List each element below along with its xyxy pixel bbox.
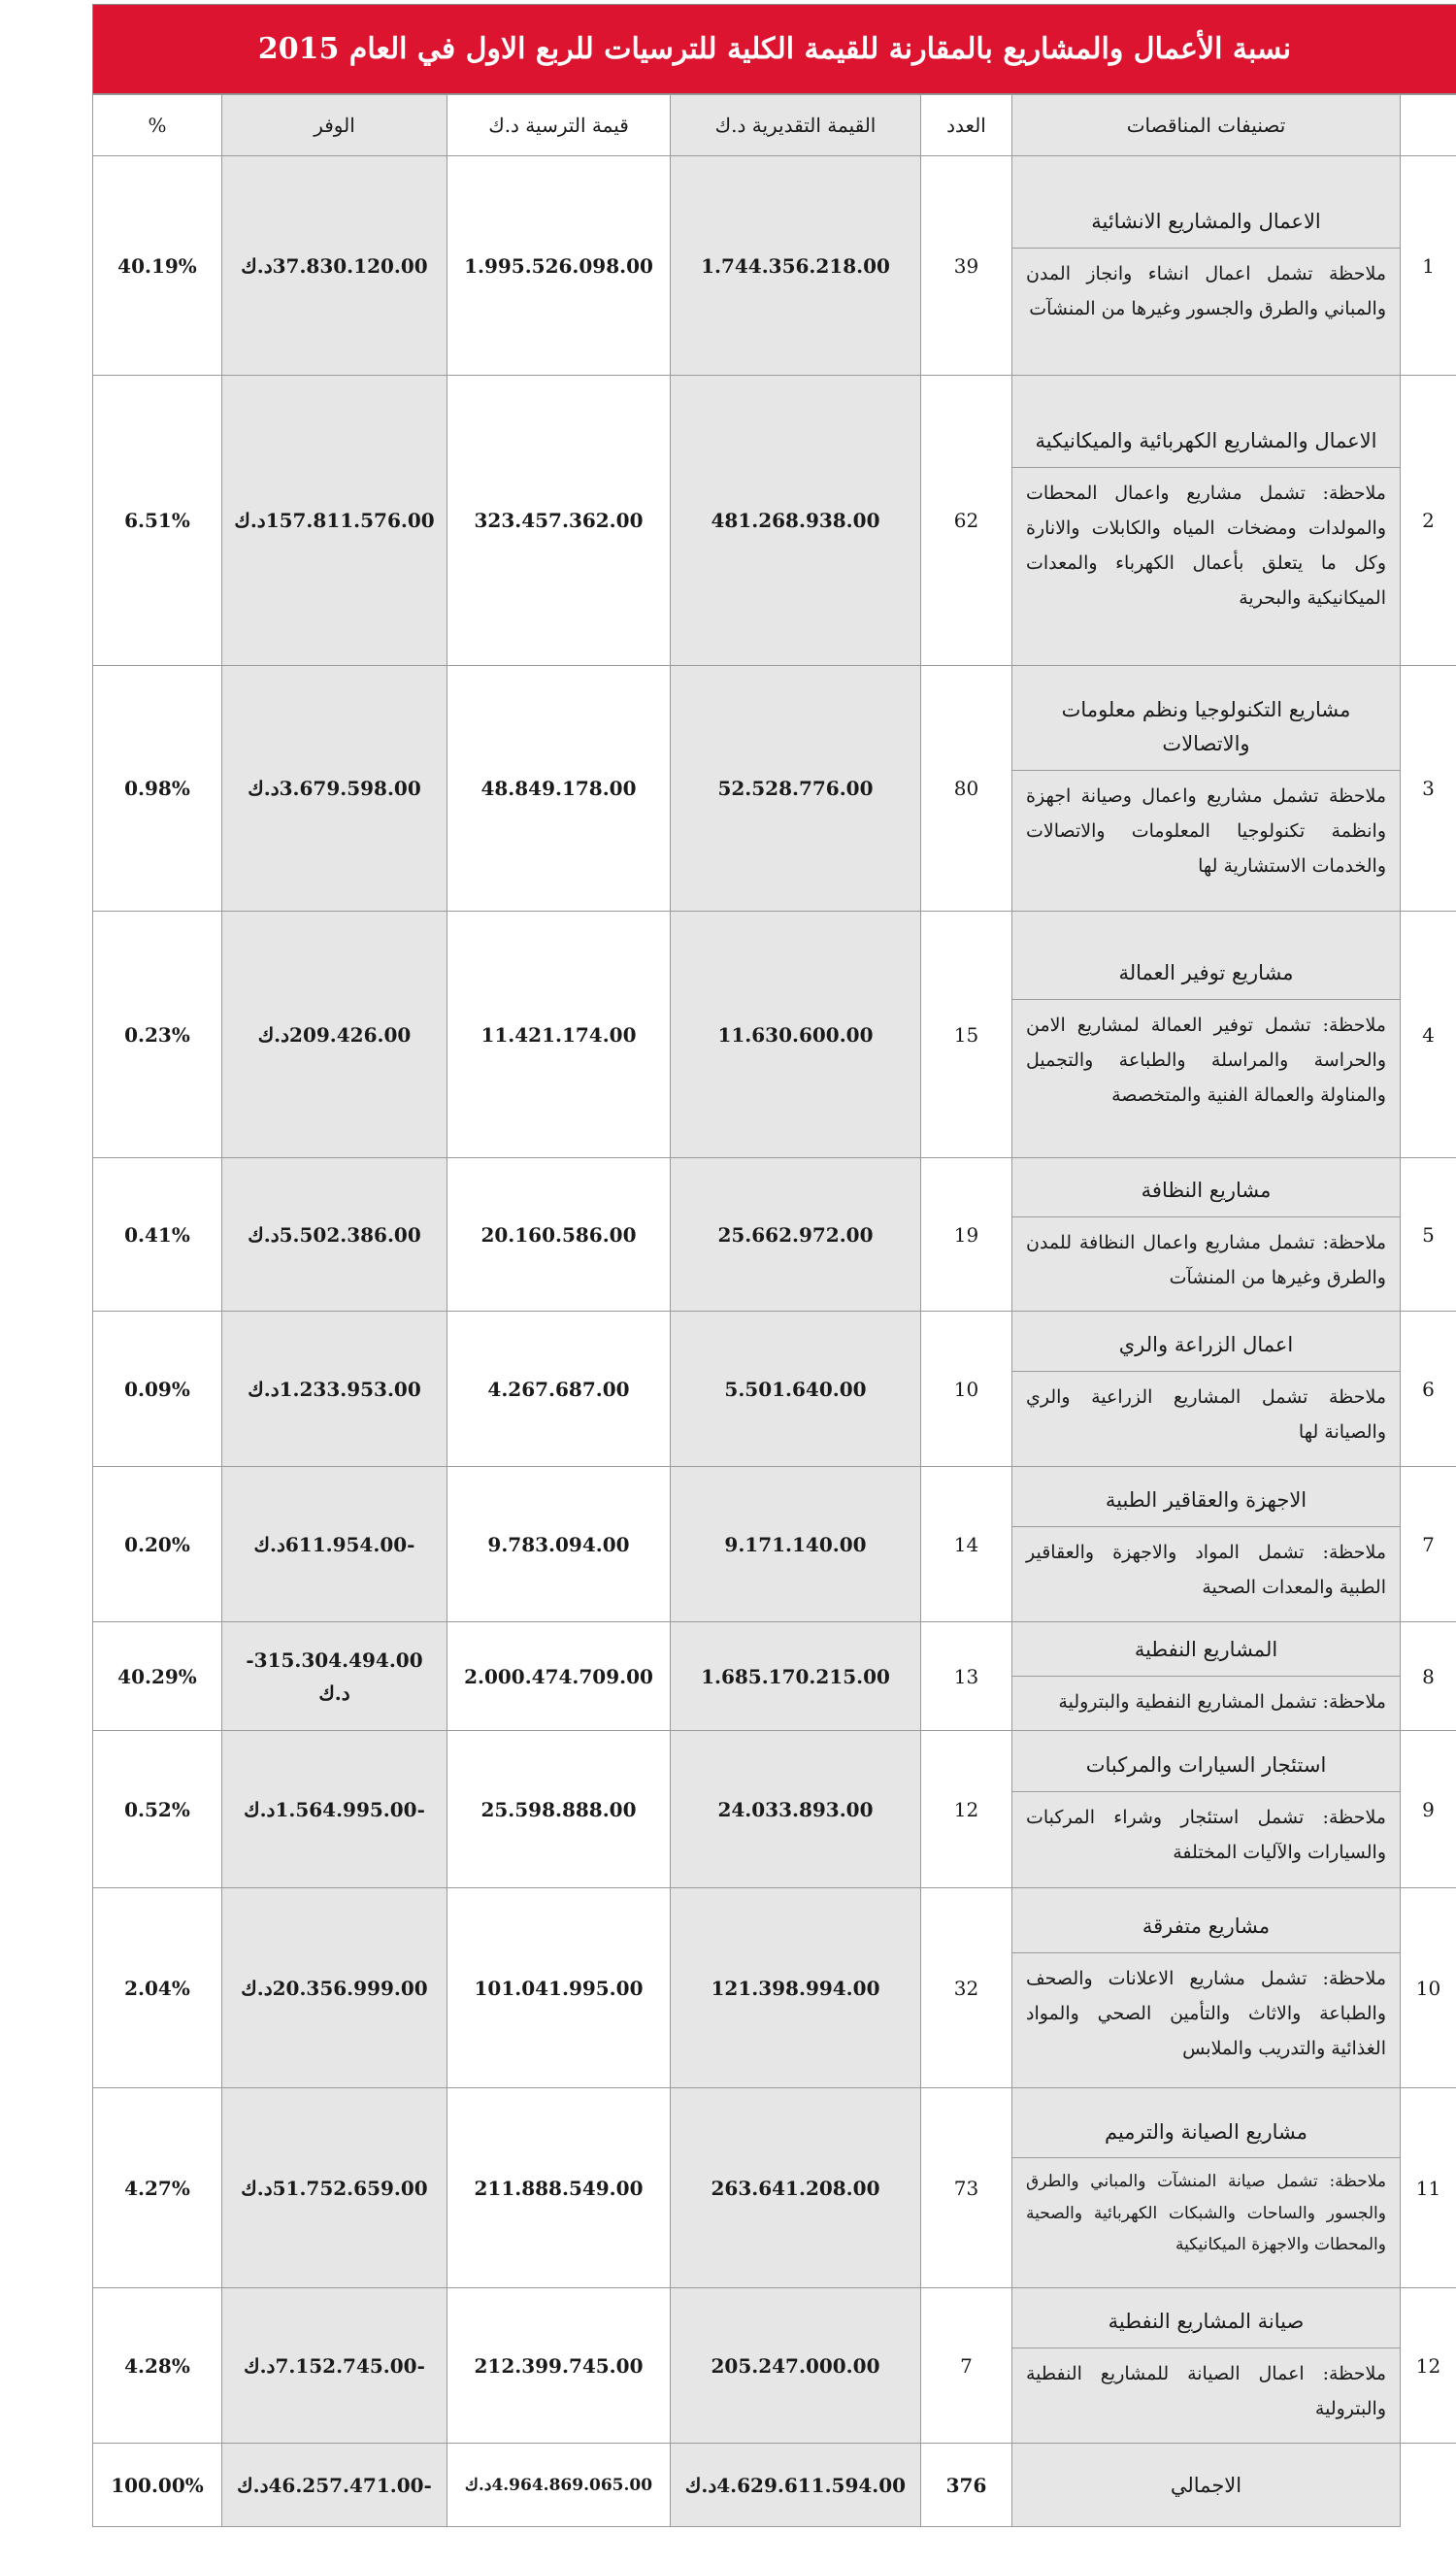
- award-value-cell: 4.267.687.00: [447, 1312, 671, 1467]
- table-row: [93, 1622, 1456, 1731]
- row-index: 6: [1401, 1312, 1456, 1467]
- savings-cell: 5.502.386.00د.ك: [222, 1158, 447, 1312]
- award-value-cell: 48.849.178.00: [447, 666, 671, 912]
- category-note: ملاحظة: تشمل المشاريع النفطية والبترولية: [1058, 1690, 1386, 1713]
- count-cell: 80: [921, 666, 1012, 912]
- count-cell: 13: [921, 1622, 1012, 1731]
- table-row: [93, 1158, 1456, 1312]
- percent-cell: 4.28%: [93, 2288, 222, 2444]
- estimated-value-cell: 1.744.356.218.00: [671, 156, 921, 376]
- award-value-cell: 20.160.586.00: [447, 1158, 671, 1312]
- count-cell: 73: [921, 2088, 1012, 2288]
- row-index: 4: [1401, 912, 1456, 1158]
- savings-cell: 51.752.659.00د.ك: [222, 2088, 447, 2288]
- percent-cell: 0.41%: [93, 1158, 222, 1312]
- estimated-value-cell: 11.630.600.00: [671, 912, 921, 1158]
- category-cell: [1012, 666, 1401, 912]
- count-cell: 15: [921, 912, 1012, 1158]
- percent-cell: 0.23%: [93, 912, 222, 1158]
- savings-cell: 3.679.598.00د.ك: [222, 666, 447, 912]
- row-index: 9: [1401, 1731, 1456, 1888]
- award-value-cell: 11.421.174.00: [447, 912, 671, 1158]
- table-row: [93, 376, 1456, 666]
- count-cell: 62: [921, 376, 1012, 666]
- savings-cell: 1.233.953.00د.ك: [222, 1312, 447, 1467]
- estimated-value-cell: 121.398.994.00: [671, 1888, 921, 2088]
- category-cell: [1012, 2288, 1401, 2444]
- table-row: [93, 156, 1456, 376]
- header-estimated-value: القيمة التقديرية د.ك: [671, 95, 921, 156]
- count-cell: 19: [921, 1158, 1012, 1312]
- header-category: تصنيفات المناقصات: [1012, 95, 1401, 156]
- category-title: اعمال الزراعة والري: [1012, 1318, 1400, 1372]
- total-estimated-value: 4.629.611.594.00د.ك: [671, 2444, 921, 2527]
- report-title: نسبة الأعمال والمشاريع بالمقارنة للقيمة الكلية للترسيات للربع الاول في العام 2015: [257, 32, 1292, 66]
- category-title: الاجهزة والعقاقير الطبية: [1012, 1474, 1400, 1527]
- category-note: ملاحظة: اعمال الصيانة للمشاريع النفطية والبترولية: [1026, 2362, 1386, 2419]
- row-index: 10: [1401, 1888, 1456, 2088]
- table-row: [93, 1731, 1456, 1888]
- category-title: مشاريع التكنولوجيا ونظم معلومات والاتصالات: [1012, 683, 1400, 771]
- count-cell: 7: [921, 2288, 1012, 2444]
- percent-cell: 40.19%: [93, 156, 222, 376]
- table-row: [93, 1888, 1456, 2088]
- count-cell: 10: [921, 1312, 1012, 1467]
- category-note: ملاحظة تشمل مشاريع واعمال وصيانة اجهزة وانظمة تكنولوجيا المعلومات والاتصالات والخدمات الاستشارية لها: [1026, 785, 1386, 878]
- savings-value: -315.304.494.00: [246, 1648, 423, 1672]
- category-note: ملاحظة: تشمل استئجار وشراء المركبات والسيارات والآليات المختلفة: [1026, 1806, 1386, 1863]
- savings-cell: -7.152.745.00د.ك: [222, 2288, 447, 2444]
- savings-cell: -1.564.995.00د.ك: [222, 1731, 447, 1888]
- category-title: مشاريع الصيانة والترميم: [1012, 2106, 1400, 2159]
- award-value-cell: 25.598.888.00: [447, 1731, 671, 1888]
- percent-cell: 0.20%: [93, 1467, 222, 1622]
- table-total-row: [93, 2444, 1456, 2527]
- total-count: 376: [921, 2444, 1012, 2527]
- percent-cell: 4.27%: [93, 2088, 222, 2288]
- estimated-value-cell: 24.033.893.00: [671, 1731, 921, 1888]
- category-title: الاعمال والمشاريع الكهربائية والميكانيكية: [1012, 415, 1400, 468]
- savings-cell: 209.426.00د.ك: [222, 912, 447, 1158]
- row-index: 7: [1401, 1467, 1456, 1622]
- award-value-cell: 101.041.995.00: [447, 1888, 671, 2088]
- estimated-value-cell: 481.268.938.00: [671, 376, 921, 666]
- row-index: 11: [1401, 2088, 1456, 2288]
- category-cell: [1012, 912, 1401, 1158]
- category-cell: [1012, 1622, 1401, 1731]
- table-row: [93, 1467, 1456, 1622]
- category-title: الاعمال والمشاريع الانشائية: [1012, 195, 1400, 249]
- total-index-blank: [1401, 2444, 1456, 2527]
- count-cell: 12: [921, 1731, 1012, 1888]
- savings-cell: 20.356.999.00د.ك: [222, 1888, 447, 2088]
- category-note: ملاحظة: تشمل مشاريع الاعلانات والصحف والطباعة والاثاث والتأمين الصحي والمواد الغذائية والتدريب والملابس: [1026, 1967, 1386, 2059]
- report-title-bar: [92, 4, 1456, 94]
- category-cell: [1012, 1467, 1401, 1622]
- estimated-value-cell: 263.641.208.00: [671, 2088, 921, 2288]
- header-percent: %: [93, 95, 222, 156]
- table-row: [93, 912, 1456, 1158]
- row-index: 3: [1401, 666, 1456, 912]
- category-title: استئجار السيارات والمركبات: [1012, 1739, 1400, 1792]
- table-row: [93, 2288, 1456, 2444]
- row-index: 1: [1401, 156, 1456, 376]
- category-cell: [1012, 1888, 1401, 2088]
- header-award-value: قيمة الترسية د.ك: [447, 95, 671, 156]
- tenders-table: [92, 94, 1456, 2527]
- header-savings: الوفر: [222, 95, 447, 156]
- savings-currency: د.ك: [318, 1681, 350, 1705]
- table-row: [93, 2088, 1456, 2288]
- award-value-cell: 212.399.745.00: [447, 2288, 671, 2444]
- award-value-cell: 1.995.526.098.00: [447, 156, 671, 376]
- percent-cell: 6.51%: [93, 376, 222, 666]
- savings-cell: -611.954.00د.ك: [222, 1467, 447, 1622]
- savings-cell: [222, 1622, 447, 1731]
- total-label: الاجمالي: [1012, 2444, 1401, 2527]
- percent-cell: 2.04%: [93, 1888, 222, 2088]
- percent-cell: 0.52%: [93, 1731, 222, 1888]
- percent-cell: 40.29%: [93, 1622, 222, 1731]
- category-cell: [1012, 376, 1401, 666]
- category-note: ملاحظة: تشمل مشاريع واعمال النظافة للمدن والطرق وغيرها من المنشآت: [1026, 1231, 1386, 1288]
- category-cell: [1012, 1312, 1401, 1467]
- category-note: ملاحظة: تشمل توفير العمالة لمشاريع الامن والحراسة والمراسلة والطباعة والتجميل والمناولة والعمالة الفنية والمتخصصة: [1026, 1014, 1386, 1106]
- count-cell: 32: [921, 1888, 1012, 2088]
- category-cell: [1012, 1158, 1401, 1312]
- category-title: مشاريع النظافة: [1012, 1164, 1400, 1217]
- category-note: ملاحظة: تشمل صيانة المنشآت والمباني والطرق والجسور والساحات والشبكات الكهربائية والصحية والمحطات والاجهزة الميكانيكية: [1026, 2172, 1386, 2254]
- total-award-value: 4.964.869.065.00د.ك: [447, 2444, 671, 2527]
- category-title: مشاريع متفرقة: [1012, 1900, 1400, 1953]
- table-row: [93, 666, 1456, 912]
- award-value-cell: 323.457.362.00: [447, 376, 671, 666]
- category-title: المشاريع النفطية: [1012, 1623, 1400, 1677]
- award-value-cell: 2.000.474.709.00: [447, 1622, 671, 1731]
- estimated-value-cell: 5.501.640.00: [671, 1312, 921, 1467]
- category-cell: [1012, 2088, 1401, 2288]
- category-cell: [1012, 1731, 1401, 1888]
- header-count: العدد: [921, 95, 1012, 156]
- estimated-value-cell: 9.171.140.00: [671, 1467, 921, 1622]
- estimated-value-cell: 52.528.776.00: [671, 666, 921, 912]
- percent-cell: 0.98%: [93, 666, 222, 912]
- table-row: [93, 1312, 1456, 1467]
- total-savings: -46.257.471.00د.ك: [222, 2444, 447, 2527]
- savings-cell: 37.830.120.00د.ك: [222, 156, 447, 376]
- row-index: 5: [1401, 1158, 1456, 1312]
- award-value-cell: 9.783.094.00: [447, 1467, 671, 1622]
- estimated-value-cell: 1.685.170.215.00: [671, 1622, 921, 1731]
- estimated-value-cell: 205.247.000.00: [671, 2288, 921, 2444]
- category-cell: [1012, 156, 1401, 376]
- count-cell: 39: [921, 156, 1012, 376]
- header-index: [1401, 95, 1456, 156]
- percent-cell: 0.09%: [93, 1312, 222, 1467]
- count-cell: 14: [921, 1467, 1012, 1622]
- category-note: ملاحظة تشمل المشاريع الزراعية والري والصيانة لها: [1026, 1385, 1386, 1443]
- estimated-value-cell: 25.662.972.00: [671, 1158, 921, 1312]
- table-header-row: [93, 95, 1456, 156]
- row-index: 8: [1401, 1622, 1456, 1731]
- category-title: مشاريع توفير العمالة: [1012, 947, 1400, 1000]
- total-percent: 100.00%: [93, 2444, 222, 2527]
- savings-cell: 157.811.576.00د.ك: [222, 376, 447, 666]
- category-title: صيانة المشاريع النفطية: [1012, 2295, 1400, 2348]
- category-note: ملاحظة: تشمل المواد والاجهزة والعقاقير الطبية والمعدات الصحية: [1026, 1541, 1386, 1598]
- row-index: 12: [1401, 2288, 1456, 2444]
- category-note: ملاحظة تشمل اعمال انشاء وانجاز المدن والمباني والطرق والجسور وغيرها من المنشآت: [1026, 262, 1386, 319]
- award-value-cell: 211.888.549.00: [447, 2088, 671, 2288]
- report-frame: [92, 4, 1456, 2527]
- row-index: 2: [1401, 376, 1456, 666]
- category-note: ملاحظة: تشمل مشاريع واعمال المحطات والمولدات ومضخات المياه والكابلات والانارة وكل ما يتعلق بأعمال الكهرباء والمعدات الميكانيكية والبحرية: [1026, 483, 1386, 610]
